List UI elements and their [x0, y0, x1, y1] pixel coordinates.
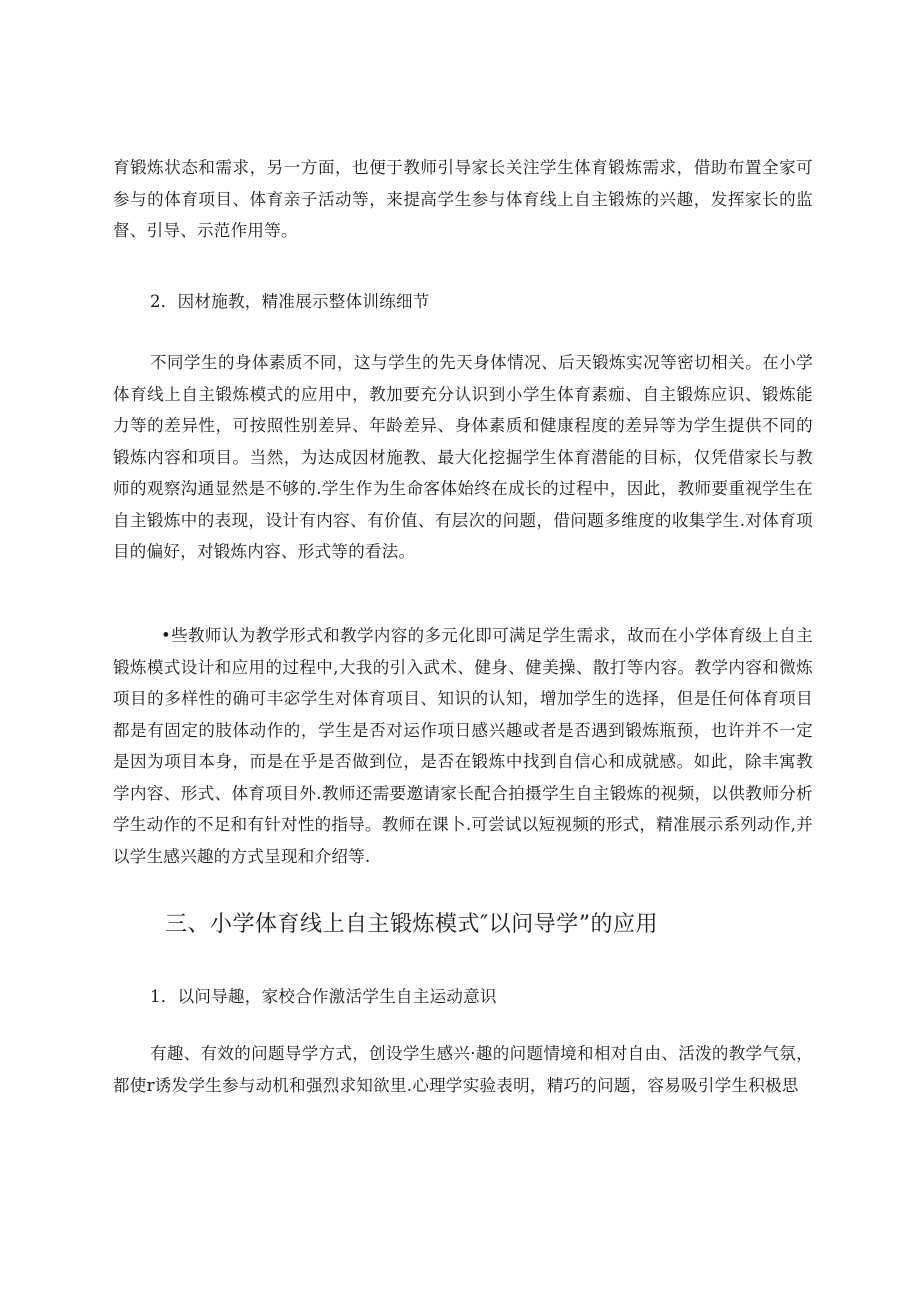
paragraph-question-method: 有趣、有效的问题导学方式，创设学生感兴·趣的问题情境和相对自由、活泼的教学气氛，都使r诱发学生参与动机和强烈求知欲里.心理学实验表明，精巧的问题，容易吸引学生积极思 — [113, 1044, 813, 1095]
paragraph-parent-involvement: 育锻炼状态和需求，另一方面，也便于教师引导家长关注学生体育锻炼需求，借助布置全家可参与的体育项目、体育亲子活动等，来提高学生参与体育线上自主锻炼的兴趣，发挥家长的监督、引导、示范作用等。 — [113, 158, 813, 240]
paragraph-teaching-diversity: •些教师认为教学形式和教学内容的多元化即可满足学生需求，故而在小学体育级上自主锻炼模式设计和应用的过程中,大我的引入武术、健身、健美操、散打等内容。教学内容和微炼项目的多样性的确可丰宓学生对体育项目、知识的认知，增加学生的选择，但是任何体育项目都是有固定的肢体动作的，学生是否对运作项日感兴趣或者是否遇到锻炼瓶预，也许并不一定是因为项目本身，而是在乎是否做到位，是否在锻炼中找到自信心和成就感。如此，除丰寓教学内容、形式、体育项目外.教师还需要邀请家长配合拍摄学生自主锻炼的视频，以供教师分析学生动作的不足和有针对性的指导。教师在课卜.可尝试以短视频的形式，精准展示系列动作,并以学生感兴趣的方式呈现和介绍等. — [113, 626, 813, 866]
subheading-teach-by-aptitude: 2．因材施教，精准展示整体训练细节 — [150, 292, 430, 311]
subheading-interest-by-questions: 1．以问导趣，家校合作激活学生自主运动意识 — [150, 987, 497, 1006]
paragraph-physical-differences: 不同学生的身体素质不同，这与学生的先天身体情况、后天锻炼实况等密切相关。在小学体育线上自主锻炼模式的应用中，教加要充分认识到小学生体育素痂、自主锻炼应识、锻炼能力等的差异性，可按照性别差异、年龄差异、身体素质和健康程度的差异等为学生提供不同的锻炼内容和项目。当然，为达成因材施教、最大化挖掘学生体育潜能的目标，仅凭借家长与教师的观察沟通显然是不够的.学生作为生命客体始终在成长的过程中，因此，教师要重视学生在自主锻炼中的表现，设计有内容、有价值、有层次的问题，借问题多维度的收集学生.对体育项目的偏好，对锻炼内容、形式等的看法。 — [113, 353, 813, 561]
section-heading-question-guided: 三、小学体育线上自主锻炼模式″以问导学”的应用 — [165, 912, 658, 937]
